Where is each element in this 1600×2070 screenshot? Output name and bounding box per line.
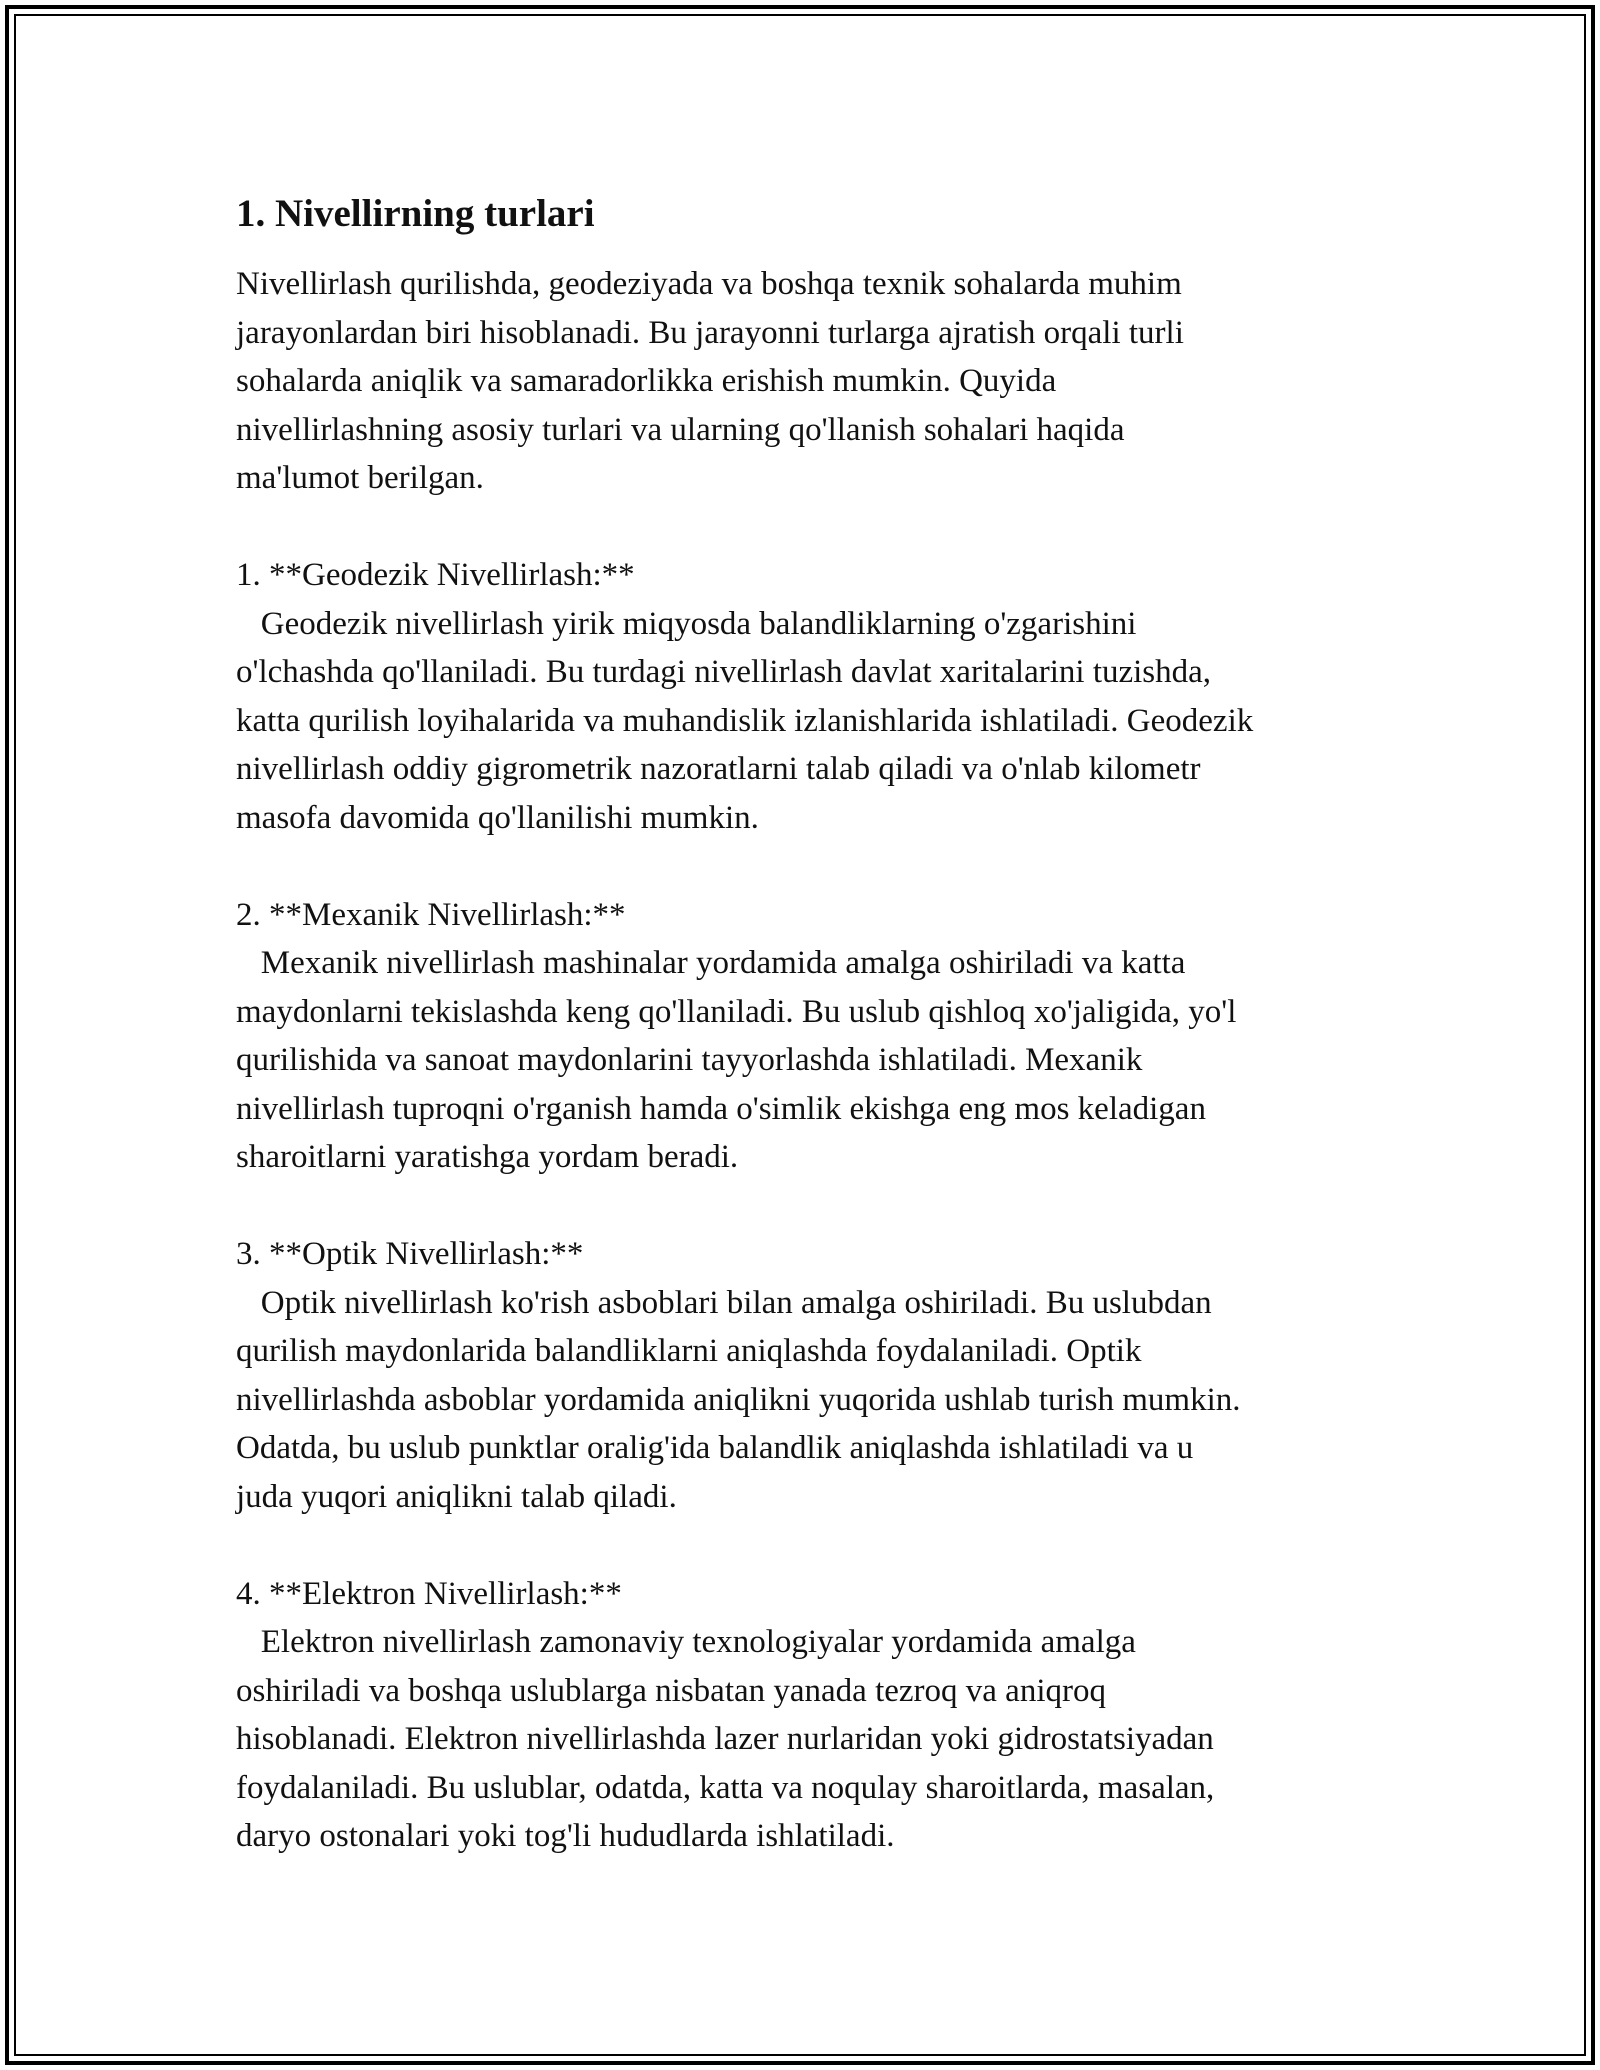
- paragraph-spacer: [236, 503, 1396, 552]
- section-title-geodezik: 1. **Geodezik Nivellirlash:**: [236, 557, 635, 593]
- section-body-elektron: Elektron nivellirlash zamonaviy texnologiyalar yordamida amalga oshiriladi va boshqa uslublarga nisbatan yanada tezroq va aniqroq hisoblanadi. Elektron nivellirlashda lazer nurlaridan yoki gidrostatsiyadan foydalaniladi. Bu uslublar, odatda, katta va noqulay sharoitlarda, masalan, daryo ostonalari yoki tog'li hududlarda ishlatiladi.: [236, 1624, 1215, 1854]
- section-body-mexanik: Mexanik nivellirlash mashinalar yordamida amalga oshiriladi va katta maydonlarni tekislashda keng qo'llaniladi. Bu uslub qishloq xo'jaligida, yo'l qurilishida va sanoat maydonlarini tayyorlashda ishlatiladi. Mexanik nivellirlash tuproqni o'rganish hamda o'simlik ekishga eng mos keladigan sharoitlarni yaratishga yordam beradi.: [236, 945, 1237, 1175]
- section-title-optik: 3. **Optik Nivellirlash:**: [236, 1236, 584, 1272]
- section-body-optik: Optik nivellirlash ko'rish asboblari bilan amalga oshiriladi. Bu uslubdan qurilish maydonlarida balandliklarni aniqlashda foydalaniladi. Optik nivellirlashda asboblar yordamida aniqlikni yuqorida ushlab turish mumkin. Odatda, bu uslub punktlar oralig'ida balandlik aniqlashda ishlatiladi va u juda yuqori aniqlikni talab qiladi.: [236, 1284, 1241, 1515]
- page-title: 1. Nivellirning turlari: [236, 192, 595, 235]
- section-title-elektron: 4. **Elektron Nivellirlash:**: [236, 1575, 622, 1612]
- paragraph-spacer: [236, 1521, 1396, 1570]
- intro-paragraph: Nivellirlash qurilishda, geodeziyada va boshqa texnik sohalarda muhim jarayonlardan biri hisoblanadi. Bu jarayonni turlarga ajratish orqali turli sohalarda aniqlik va samaradorlikka erishish mumkin. Quyida nivellirlashning asosiy turlari va ularning qo'llanish sohalari haqida ma'lumot berilgan.: [236, 266, 1184, 496]
- section-title-mexanik: 2. **Mexanik Nivellirlash:**: [236, 896, 626, 933]
- document-content: [236, 186, 1396, 1861]
- paragraph-spacer: [236, 842, 1396, 891]
- section-body-geodezik: Geodezik nivellirlash yirik miqyosda balandliklarning o'zgarishini o'lchashda qo'llaniladi. Bu turdagi nivellirlash davlat xaritalarini tuzishda, katta qurilish loyihalarida va muhandislik izlanishlarida ishlatiladi. Geodezik nivellirlash oddiy gigrometrik nazoratlarni talab qiladi va o'nlab kilometr masofa davomida qo'llanilishi mumkin.: [236, 605, 1254, 836]
- paragraph-spacer: [236, 1182, 1396, 1231]
